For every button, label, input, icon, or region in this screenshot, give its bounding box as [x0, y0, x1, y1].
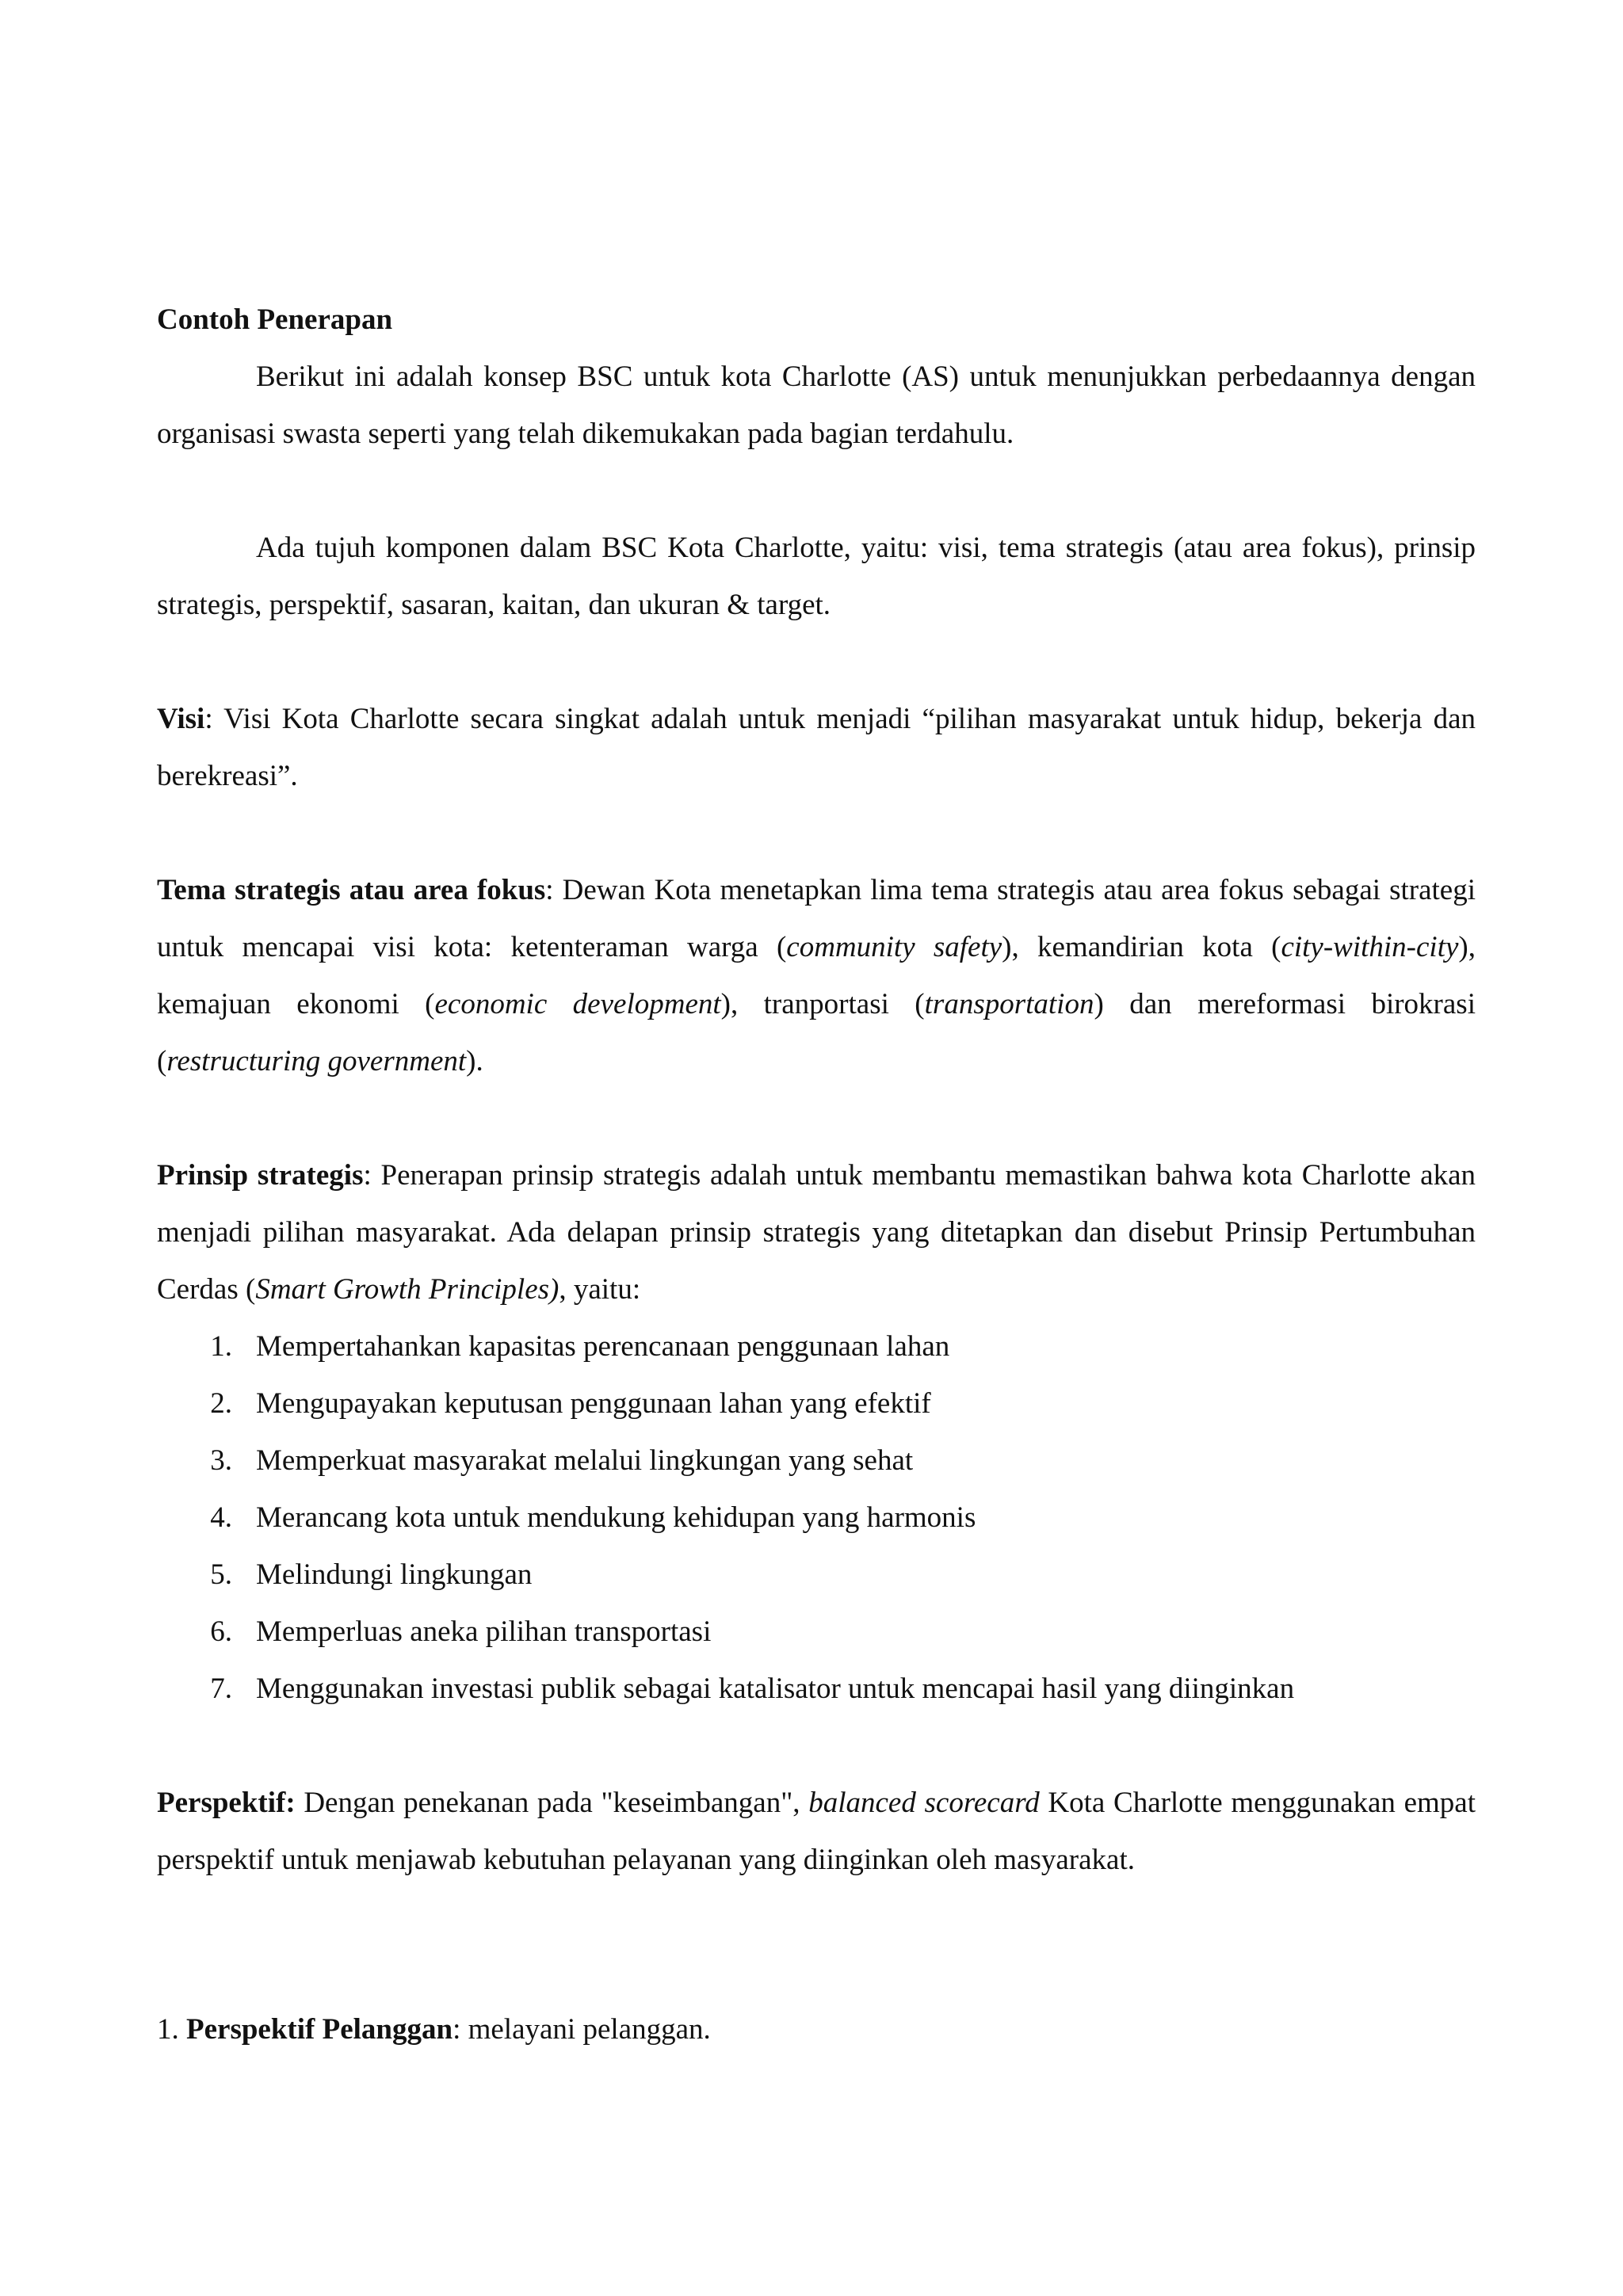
list-item-text: Mempertahankan kapasitas perencanaan penggunaan lahan — [256, 1330, 950, 1363]
pelanggan-paragraph — [157, 2001, 1476, 2058]
prinsip-text: , yaitu: — [559, 1273, 641, 1306]
prinsip-text: : Penerapan prinsip strategis adalah untuk membantu memastikan bahwa kota Charlotte akan menjadi pilihan masyarakat. Ada delapan prinsip strategis yang ditetapkan dan disebut Prinsip Pertumbuhan Cerdas ( — [157, 1159, 1476, 1306]
tema-paragraph — [157, 862, 1476, 1090]
list-item — [157, 1547, 1476, 1604]
perspektif-text: Kota Charlotte menggunakan empat perspektif untuk menjawab kebutuhan pelayanan yang diinginkan oleh masyarakat. — [157, 1787, 1476, 1876]
list-item — [157, 1375, 1476, 1432]
intro-paragraph: Berikut ini adalah konsep BSC untuk kota Charlotte (AS) untuk menunjukkan perbedaannya dengan organisasi swasta seperti yang telah dikemukakan pada bagian terdahulu. — [157, 360, 1476, 450]
document-body — [157, 292, 1476, 2058]
perspektif-paragraph — [157, 1775, 1476, 1889]
list-item-text: Memperkuat masyarakat melalui lingkungan yang sehat — [256, 1444, 914, 1477]
prinsip-paragraph — [157, 1147, 1476, 1318]
visi-term: Visi — [157, 703, 205, 735]
list-item-text: Mengupayakan keputusan penggunaan lahan yang efektif — [256, 1387, 931, 1420]
list-item-number: 1. — [210, 1330, 232, 1363]
smart-growth-list — [157, 1318, 1476, 1718]
list-item-number: 4. — [210, 1501, 232, 1534]
tema-italic-term: transportation — [924, 988, 1094, 1020]
tema-text: : Dewan Kota menetapkan lima tema strategis atau area fokus sebagai strategi untuk mencapai visi kota: ketenteraman warga ( — [157, 874, 1476, 963]
visi-paragraph — [157, 691, 1476, 805]
tema-italic-term: city-within-city — [1281, 931, 1459, 963]
pelanggan-text: : melayani pelanggan. — [453, 2013, 711, 2046]
perspektif-text: Dengan penekanan pada "keseimbangan", — [295, 1787, 809, 1819]
list-item-number: 7. — [210, 1672, 232, 1705]
tema-italic-term: community safety — [786, 931, 1002, 963]
list-item — [157, 1432, 1476, 1489]
perspektif-term: Perspektif: — [157, 1787, 296, 1819]
visi-text: : Visi Kota Charlotte secara singkat adalah untuk menjadi “pilihan masyarakat untuk hidup, bekerja dan berekreasi”. — [157, 703, 1476, 792]
section-heading: Contoh Penerapan — [157, 303, 393, 336]
pelanggan-number: 1. — [157, 2013, 186, 2046]
list-item-number: 3. — [210, 1444, 232, 1477]
prinsip-italic-term: Smart Growth Principles) — [255, 1273, 559, 1306]
list-item-text: Melindungi lingkungan — [256, 1558, 533, 1591]
list-item-number: 6. — [210, 1615, 232, 1648]
components-paragraph: Ada tujuh komponen dalam BSC Kota Charlotte, yaitu: visi, tema strategis (atau area fokus), prinsip strategis, perspektif, sasaran, kaitan, dan ukuran & target. — [157, 532, 1476, 621]
pelanggan-term: Perspektif Pelanggan — [186, 2013, 453, 2046]
tema-text: ), tranportasi ( — [720, 988, 925, 1020]
list-item-number: 5. — [210, 1558, 232, 1591]
list-item-text: Merancang kota untuk mendukung kehidupan yang harmonis — [256, 1501, 976, 1534]
list-item — [157, 1489, 1476, 1547]
tema-text: ) dan mereformasi birokrasi ( — [157, 988, 1476, 1077]
tema-text: ), kemandirian kota ( — [1002, 931, 1281, 963]
tema-term: Tema strategis atau area fokus — [157, 874, 546, 906]
tema-text: ), kemajuan ekonomi ( — [157, 931, 1476, 1020]
tema-text: ). — [466, 1045, 483, 1077]
tema-italic-term: restructuring government — [166, 1045, 467, 1077]
perspektif-italic-term: balanced scorecard — [808, 1787, 1040, 1819]
list-item-number: 2. — [210, 1387, 232, 1420]
list-item — [157, 1661, 1476, 1718]
list-item — [157, 1318, 1476, 1375]
tema-italic-term: economic development — [434, 988, 721, 1020]
list-item — [157, 1604, 1476, 1661]
list-item-text: Memperluas aneka pilihan transportasi — [256, 1615, 712, 1648]
prinsip-term: Prinsip strategis — [157, 1159, 364, 1192]
list-item-text: Menggunakan investasi publik sebagai katalisator untuk mencapai hasil yang diinginkan — [256, 1672, 1295, 1705]
